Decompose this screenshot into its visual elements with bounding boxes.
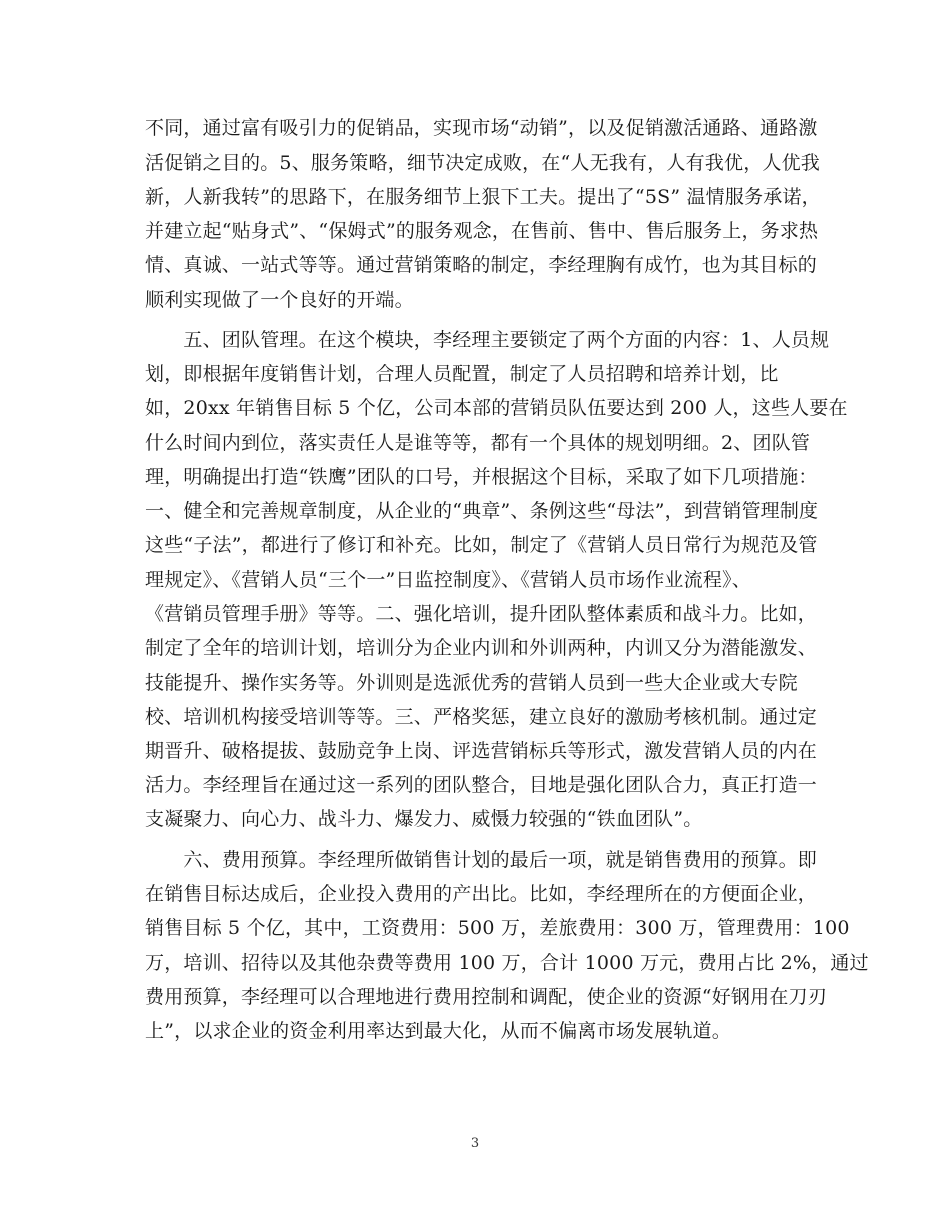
text-line: 什么时间内到位，落实责任人是谁等等，都有一个具体的规划明细。2、团队管 xyxy=(145,432,811,454)
text-line: 情、真诚、一站式等等。通过营销策略的制定，李经理胸有成竹，也为其目标的 xyxy=(145,254,818,276)
text-line: 期晋升、破格提拔、鼓励竞争上岗、评选营销标兵等形式，激发营销人员的内在 xyxy=(145,740,818,762)
text-line: 校、培训机构接受培训等等。三、严格奖惩，建立良好的激励考核机制。通过定 xyxy=(145,706,818,728)
text-line: 六、费用预算。李经理所做销售计划的最后一项，就是销售费用的预算。即 xyxy=(145,849,818,871)
text-line: 五、团队管理。在这个模块，李经理主要锁定了两个方面的内容：1、人员规 xyxy=(145,329,830,351)
text-line: 理，明确提出打造“铁鹰”团队的口号，并根据这个目标，采取了如下几项措施： xyxy=(145,466,818,488)
text-line: 理规定》、《营销人员“三个一”日监控制度》、《营销人员市场作业流程》、 xyxy=(145,569,751,591)
text-line: 活力。李经理旨在通过这一系列的团队整合，目地是强化团队合力，真正打造一 xyxy=(145,774,818,796)
text-line: 在销售目标达成后，企业投入费用的产出比。比如，李经理所在的方便面企业， xyxy=(145,883,818,905)
text-line: 上”，以求企业的资金利用率达到最大化，从而不偏离市场发展轨道。 xyxy=(145,1020,731,1042)
text-line: 一、健全和完善规章制度，从企业的“典章”、条例这些“母法”，到营销管理制度 xyxy=(145,500,819,522)
text-line: 新，人新我转”的思路下，在服务细节上狠下工夫。提出了“5S” 温情服务承诺， xyxy=(145,186,821,208)
text-line: 支凝聚力、向心力、战斗力、爆发力、威慑力较强的“铁血团队”。 xyxy=(145,808,703,830)
text-line: 顺利实现做了一个良好的开端。 xyxy=(145,289,414,311)
text-line: 活促销之目的。5、服务策略，细节决定成败，在“人无我有，人有我优，人优我 xyxy=(145,152,821,174)
text-line: 并建立起“贴身式”、“保姆式”的服务观念，在售前、售中、售后服务上，务求热 xyxy=(145,220,819,242)
text-line: 制定了全年的培训计划，培训分为企业内训和外训两种，内训又分为潜能激发、 xyxy=(145,637,818,659)
text-line: 万，培训、招待以及其他杂费等费用 100 万，合计 1000 万元，费用占比 2%，通过 xyxy=(145,952,869,974)
text-line: 费用预算，李经理可以合理地进行费用控制和调配，使企业的资源“好钢用在刀刃 xyxy=(145,986,827,1008)
text-line: 不同，通过富有吸引力的促销品，实现市场“动销”，以及促销激活通路、通路激 xyxy=(145,117,818,139)
text-line: 划，即根据年度销售计划，合理人员配置，制定了人员招聘和培养计划，比 xyxy=(145,363,779,385)
text-line: 技能提升、操作实务等。外训则是选派优秀的营销人员到一些大企业或大专院 xyxy=(145,672,798,694)
text-line: 销售目标 5 个亿，其中，工资费用：500 万，差旅费用：300 万，管理费用：100 xyxy=(145,917,850,939)
text-line: 《营销员管理手册》等等。二、强化培训，提升团队整体素质和战斗力。比如， xyxy=(145,603,818,625)
text-line: 这些“子法”，都进行了修订和补充。比如，制定了《营销人员日常行为规范及管 xyxy=(145,534,818,556)
text-line: 如，20xx 年销售目标 5 个亿，公司本部的营销员队伍要达到 200 人，这些人要在 xyxy=(145,397,848,419)
page-number: 3 xyxy=(470,1136,480,1151)
